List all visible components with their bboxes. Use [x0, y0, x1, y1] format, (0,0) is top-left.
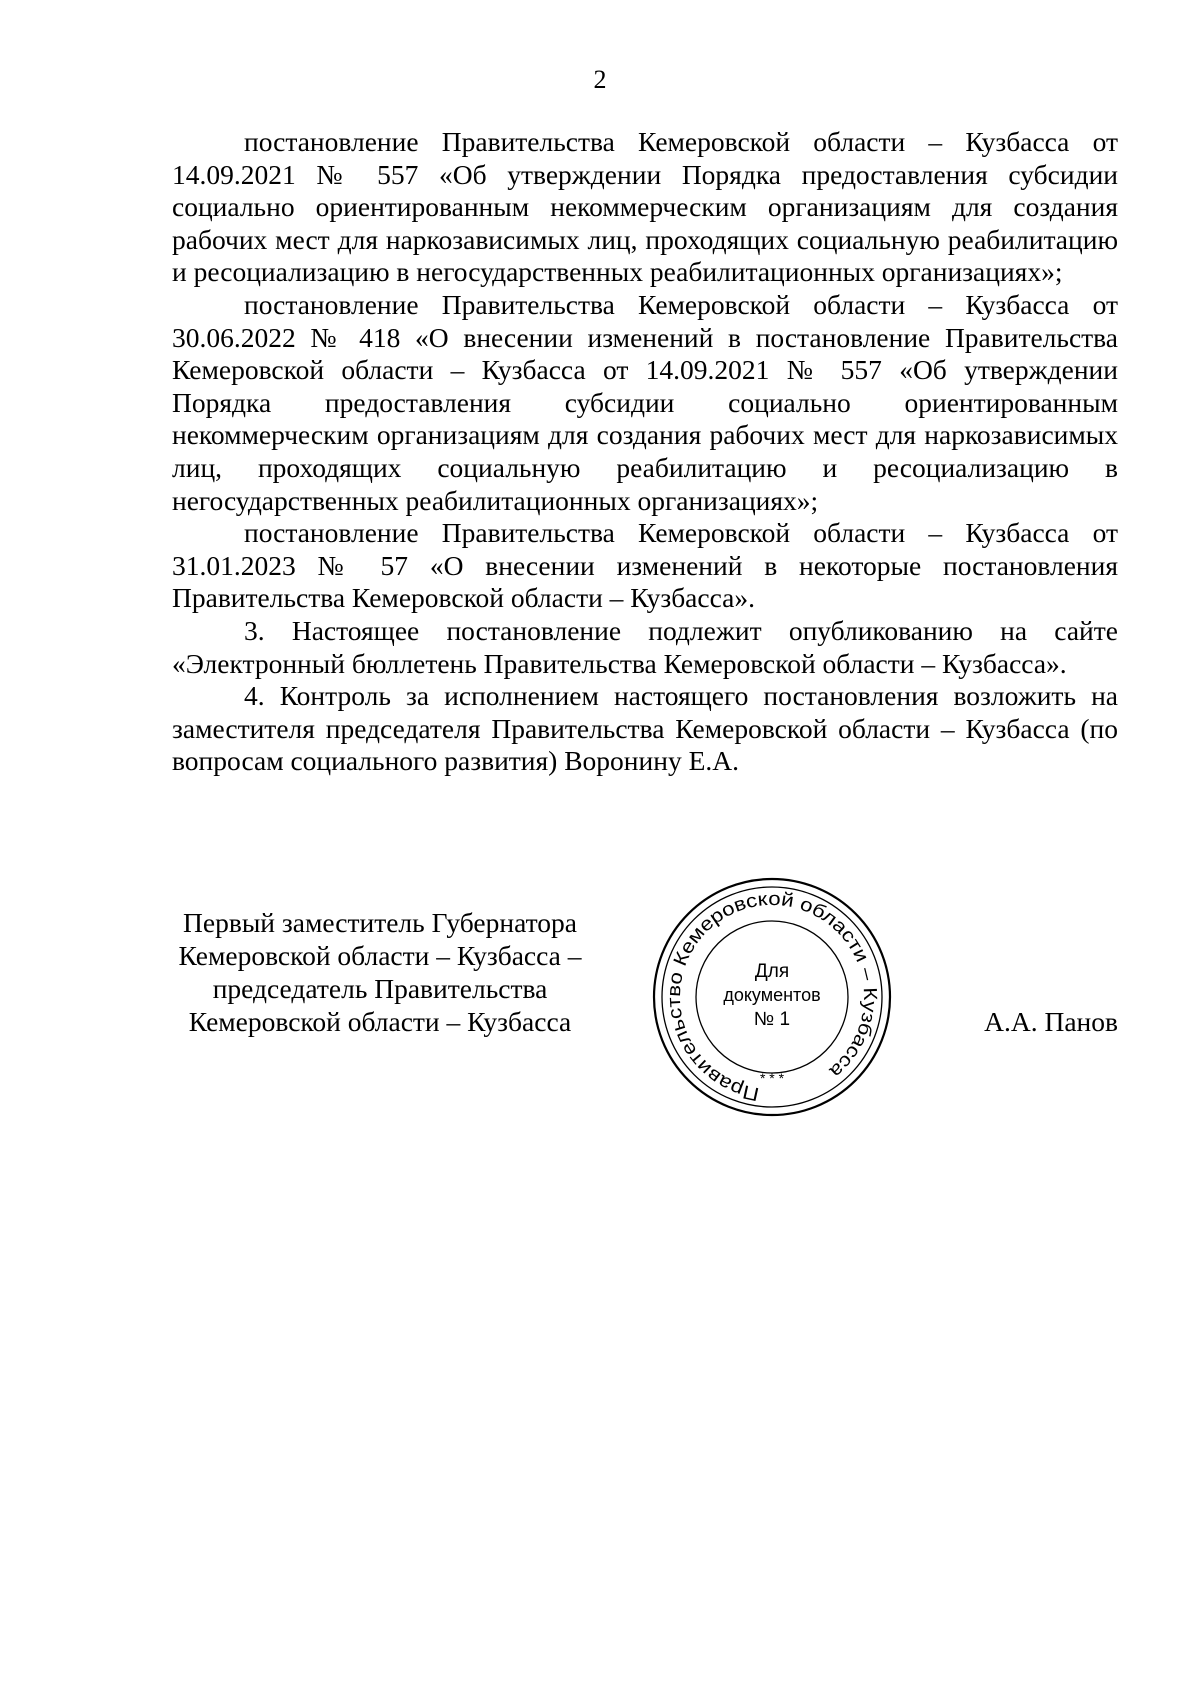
signatory-line: Первый заместитель Губернатора [183, 907, 577, 938]
page-number: 2 [593, 65, 607, 94]
paragraph-repealed-act-1: постановление Правительства Кемеровской области – Кузбасса от 14.09.2021 № 557 «Об утверждении Порядка предоставления субсидии социально ориентированным некоммерческим организациям для создания рабочих мест для наркозависимых лиц, проходящих социальную реабилитацию и ресоциализацию в негосударственных реабилитационных организациях»; [172, 126, 1118, 288]
paragraph-clause-3: 3. Настоящее постановление подлежит опубликованию на сайте «Электронный бюллетень Правительства Кемеровской области – Кузбасса». [172, 614, 1118, 679]
paragraph-repealed-act-2: постановление Правительства Кемеровской области – Кузбасса от 30.06.2022 № 418 «О внесении изменений в постановление Правительства Кемеровской области – Кузбасса от 14.09.2021 № 557 «Об утверждении Порядка предоставления субсидии социально ориентированным некоммерческим организациям для создания рабочих мест для наркозависимых лиц, проходящих социальную реабилитацию и ресоциализацию в негосударственных реабилитационных организациях»; [172, 288, 1118, 516]
stamp-ring-text: Правительство Кемеровской области – Кузбасса [663, 888, 881, 1105]
signatory-line: Кемеровской области – Кузбасса [188, 1006, 572, 1037]
official-stamp [652, 877, 892, 1117]
document-body [172, 126, 1118, 778]
signatory-line: Кемеровской области – Кузбасса – [178, 940, 582, 971]
stamp-center-line: документов [723, 985, 821, 1005]
paragraph-repealed-act-3: постановление Правительства Кемеровской области – Кузбасса от 31.01.2023 № 57 «О внесении изменений в некоторые постановления Правительства Кемеровской области – Кузбасса». [172, 517, 1118, 614]
signatory-line: председатель Правительства [212, 973, 548, 1004]
signer-name: А.А. Панов [984, 1006, 1118, 1037]
paragraph-clause-4: 4. Контроль за исполнением настоящего постановления возложить на заместителя председателя Правительства Кемеровской области – Кузбасса (по вопросам социального развития) Воронину Е.А. [172, 680, 1118, 777]
stamp-center-line: № 1 [753, 1009, 791, 1030]
stamp-center-line: Для [754, 961, 790, 982]
signatory-position [160, 906, 600, 1038]
stamp-bottom-mark: * * * [759, 1070, 785, 1086]
